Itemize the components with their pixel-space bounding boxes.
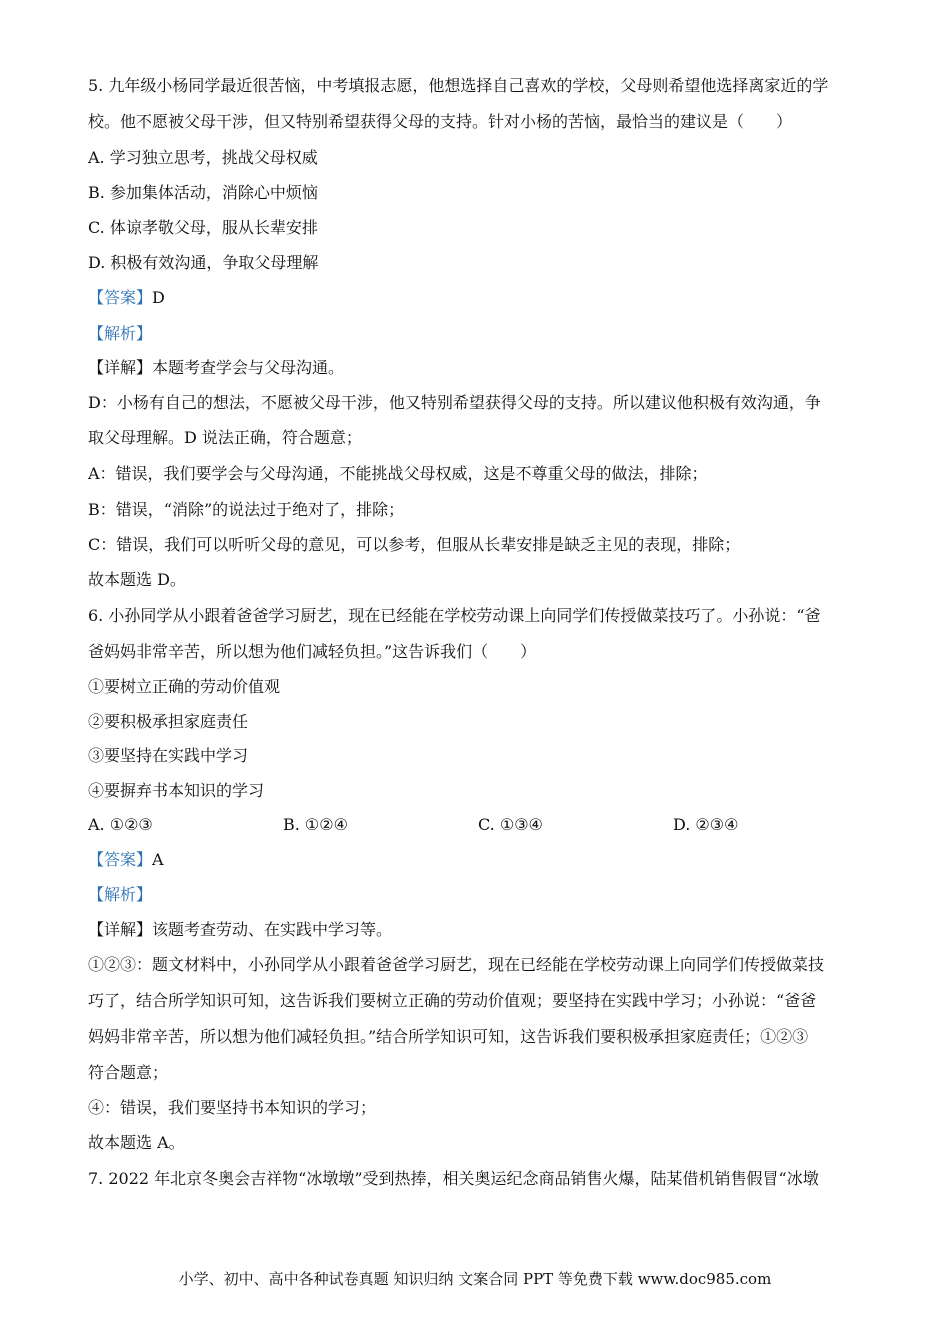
q6-options — [88, 813, 868, 837]
q6-option-b: B. ①②④ — [283, 815, 348, 834]
detail-text: 该题考查劳动、在实践中学习等。 — [152, 920, 393, 939]
q6-analysis-tag: 【解析】 — [88, 885, 153, 904]
q6-explanation-line-4: 符合题意； — [88, 1063, 169, 1082]
q5-detail — [88, 356, 862, 380]
q5-explanation-line-3: A：错误，我们要学会与父母沟通，不能挑战父母权威，这是不尊重父母的做法，排除； — [88, 464, 708, 483]
detail-tag: 【详解】 — [88, 920, 153, 939]
q6-option-c: C. ①③④ — [478, 815, 543, 834]
q5-answer — [88, 286, 862, 310]
q6-stem-line-2: 爸妈妈非常辛苦，所以想为他们减轻负担。”这告诉我们（ ） — [88, 642, 537, 661]
answer-tag: 【答案】 — [88, 288, 153, 307]
q5-explanation-line-2: 取父母理解。D 说法正确，符合题意； — [88, 428, 362, 447]
q6-option-a: A. ①②③ — [88, 815, 153, 834]
q5-option-b: B. 参加集体活动，消除心中烦恼 — [88, 183, 318, 202]
q5-option-d: D. 积极有效沟通，争取父母理解 — [88, 253, 319, 272]
q6-explanation-line-2: 巧了，结合所学知识可知，这告诉我们要树立正确的劳动价值观；要坚持在实践中学习；小孙说：“爸爸 — [88, 991, 817, 1010]
q6-explanation-line-1: ①②③：题文材料中，小孙同学从小跟着爸爸学习厨艺，现在已经能在学校劳动课上向同学们传授做菜技 — [88, 955, 825, 974]
q5-stem-line-2: 校。他不愿被父母干涉，但又特别希望获得父母的支持。针对小杨的苦恼，最恰当的建议是（ ） — [88, 112, 793, 131]
q5-option-c: C. 体谅孝敬父母，服从长辈安排 — [88, 218, 318, 237]
q6-statement-2: ②要积极承担家庭责任 — [88, 712, 249, 731]
q6-statement-1: ①要树立正确的劳动价值观 — [88, 677, 281, 696]
q6-statement-4: ④要摒弃书本知识的学习 — [88, 781, 265, 800]
detail-tag: 【详解】 — [88, 358, 153, 377]
answer-tag: 【答案】 — [88, 850, 153, 869]
q5-stem-line-1: 5. 九年级小杨同学最近很苦恼，中考填报志愿，他想选择自己喜欢的学校，父母则希望他选择离家近的学 — [88, 76, 829, 95]
q7-stem-line-1: 7. 2022 年北京冬奥会吉祥物“冰墩墩”受到热捧，相关奥运纪念商品销售火爆，陆某借机销售假冒“冰墩 — [88, 1169, 819, 1188]
q5-explanation-line-5: C：错误，我们可以听听父母的意见，可以参考，但服从长辈安排是缺乏主见的表现，排除； — [88, 535, 741, 554]
q6-explanation-line-5: ④：错误，我们要坚持书本知识的学习； — [88, 1098, 377, 1117]
q6-option-d: D. ②③④ — [673, 815, 739, 834]
q5-analysis-tag: 【解析】 — [88, 324, 153, 343]
q6-stem-line-1: 6. 小孙同学从小跟着爸爸学习厨艺，现在已经能在学校劳动课上向同学们传授做菜技巧了。小孙说：“爸 — [88, 606, 821, 625]
q5-explanation-line-4: B：错误，“消除”的说法过于绝对了，排除； — [88, 500, 405, 519]
answer-value: A — [152, 850, 164, 869]
q6-statement-3: ③要坚持在实践中学习 — [88, 746, 249, 765]
q5-option-a: A. 学习独立思考，挑战父母权威 — [88, 148, 318, 167]
q6-conclusion: 故本题选 A。 — [88, 1133, 185, 1152]
answer-value: D — [152, 288, 165, 307]
q5-explanation-line-1: D：小杨有自己的想法，不愿被父母干涉，他又特别希望获得父母的支持。所以建议他积极有效沟通，争 — [88, 393, 821, 412]
q6-detail — [88, 918, 862, 942]
q6-answer — [88, 848, 862, 872]
detail-text: 本题考查学会与父母沟通。 — [152, 358, 345, 377]
q6-explanation-line-3: 妈妈非常辛苦，所以想为他们减轻负担。”结合所学知识可知，这告诉我们要积极承担家庭责任；①②③ — [88, 1027, 809, 1046]
page-footer: 小学、初中、高中各种试卷真题 知识归纳 文案合同 PPT 等免费下载 www.doc985.com — [178, 1270, 772, 1288]
q5-conclusion: 故本题选 D。 — [88, 570, 186, 589]
